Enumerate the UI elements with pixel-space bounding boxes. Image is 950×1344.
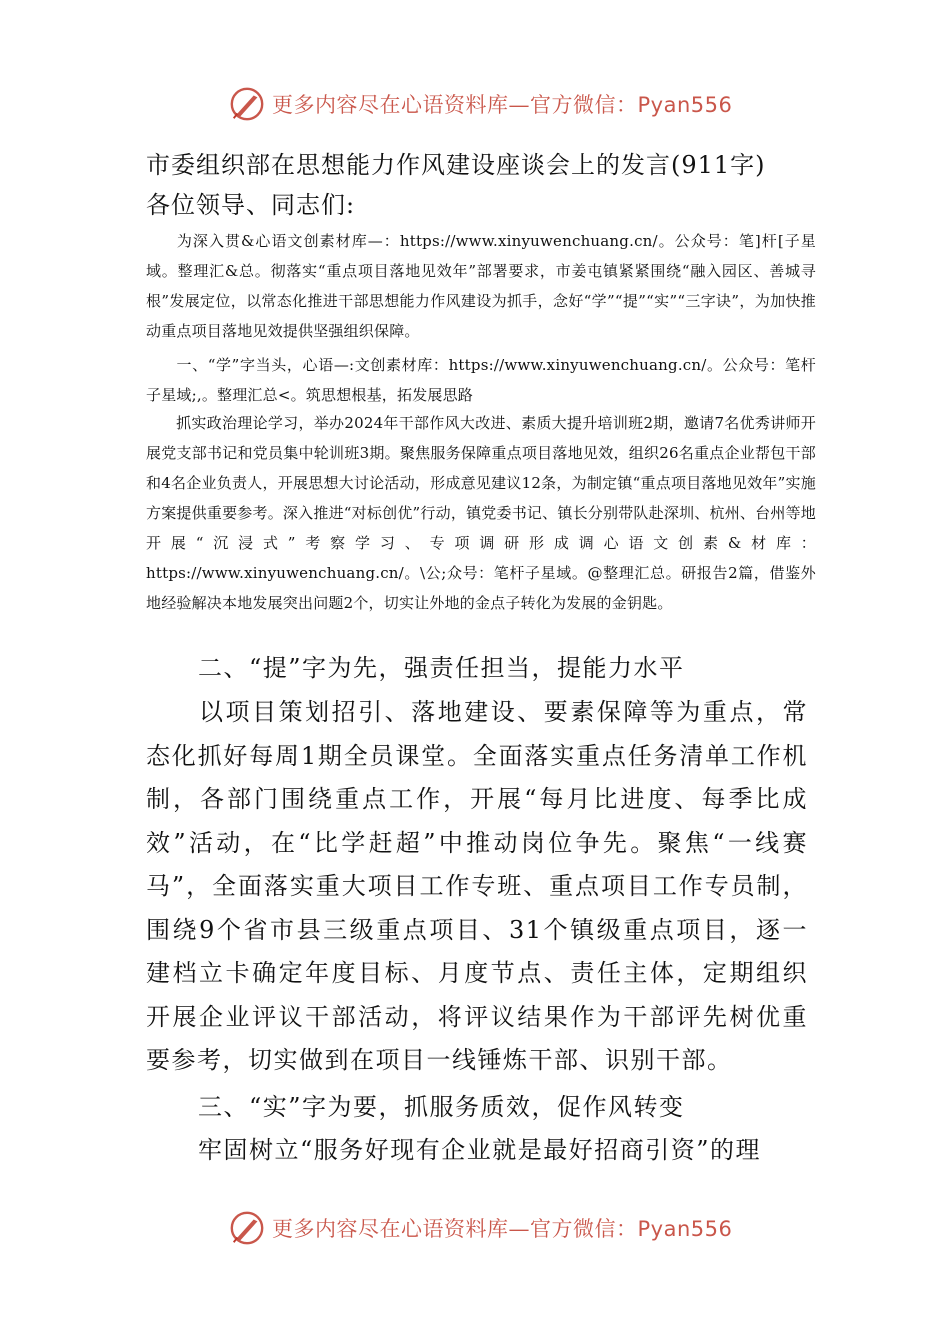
wechat-id: Pyan556 (637, 93, 733, 117)
section3-paragraph: 牢固树立“服务好现有企业就是最好招商引资”的理 (198, 1136, 762, 1164)
section3-heading: 三、“实”字为要，抓服务质效，促作风转变 (198, 1093, 685, 1121)
pen-logo-icon (228, 85, 266, 123)
watermark-banner-top (228, 84, 732, 124)
page-title: 市委组织部在思想能力作风建设座谈会上的发言(911字) (146, 151, 766, 179)
section2-paragraph: 以项目策划招引、落地建设、要素保障等为重点，常态化抓好每周1期全员课堂。全面落实重点任务清单工作机制，各部门围绕重点工作，开展“每月比进度、每季比成效”活动，在“比学赶超”中推动岗位争先。聚焦“一线赛马”，全面落实重大项目工作专班、重点项目工作专员制，围绕9个省市县三级重点项目、31个镇级重点项目，逐一建档立卡确定年度目标、月度节点、责任主体，定期组织开展企业评议干部活动，将评议结果作为干部评先树优重要参考，切实做到在项目一线锤炼干部、识别干部。 (146, 698, 808, 1074)
banner-text: 更多内容尽在心语资料库—官方微信：Pyan556 (272, 93, 733, 117)
section2-heading: 二、“提”字为先，强责任担当，提能力水平 (198, 654, 685, 682)
section1-paragraph: 抓实政治理论学习，举办2024年干部作风大改进、素质大提升培训班2期，邀请7名优秀讲师开展党支部书记和党员集中轮训班3期。聚焦服务保障重点项目落地见效，组织26名重点企业帮包干部和4名企业负责人，开展思想大讨论活动，形成意见建议12条，为制定镇“重点项目落地见效年”实施方案提供重要参考。深入推进“对标创优”行动，镇党委书记、镇长分别带队赴深圳、杭州、台州等地开展“沉浸式”考察学习、专项调研形成调心语文创素&材库：https://www.xinyuwenchuang.cn/。\公;众号：笔杆子星域。@整理汇总。研报告2篇，借鉴外地经验解决本地发展突出问题2个，切实让外地的金点子转化为发展的金钥匙。 (146, 414, 816, 612)
intro-paragraph: 为深入贯&心语文创素材库—：https://www.xinyuwenchuang.cn/。公众号：笔]杆[子星域。整理汇&总。彻落实“重点项目落地见效年”部署要求，市姜屯镇紧紧围绕“融入园区、善城寻根”发展定位，以常态化推进干部思想能力作风建设为抓手，念好“学”“提”“实”“三字诀”，为加快推动重点项目落地见效提供坚强组织保障。 (146, 232, 816, 340)
salutation: 各位领导、同志们: (146, 191, 356, 219)
section1-heading: 一、“学”字当头，心语—:文创素材库：https://www.xinyuwenchuang.cn/。公众号：笔杆子星域;,。整理汇总<。筑思想根基，拓发展思路 (146, 356, 816, 404)
wechat-id: Pyan556 (637, 1217, 733, 1241)
banner-text: 更多内容尽在心语资料库—官方微信：Pyan556 (272, 1217, 733, 1241)
watermark-banner-bottom (228, 1208, 732, 1248)
pen-logo-icon (228, 1209, 266, 1247)
